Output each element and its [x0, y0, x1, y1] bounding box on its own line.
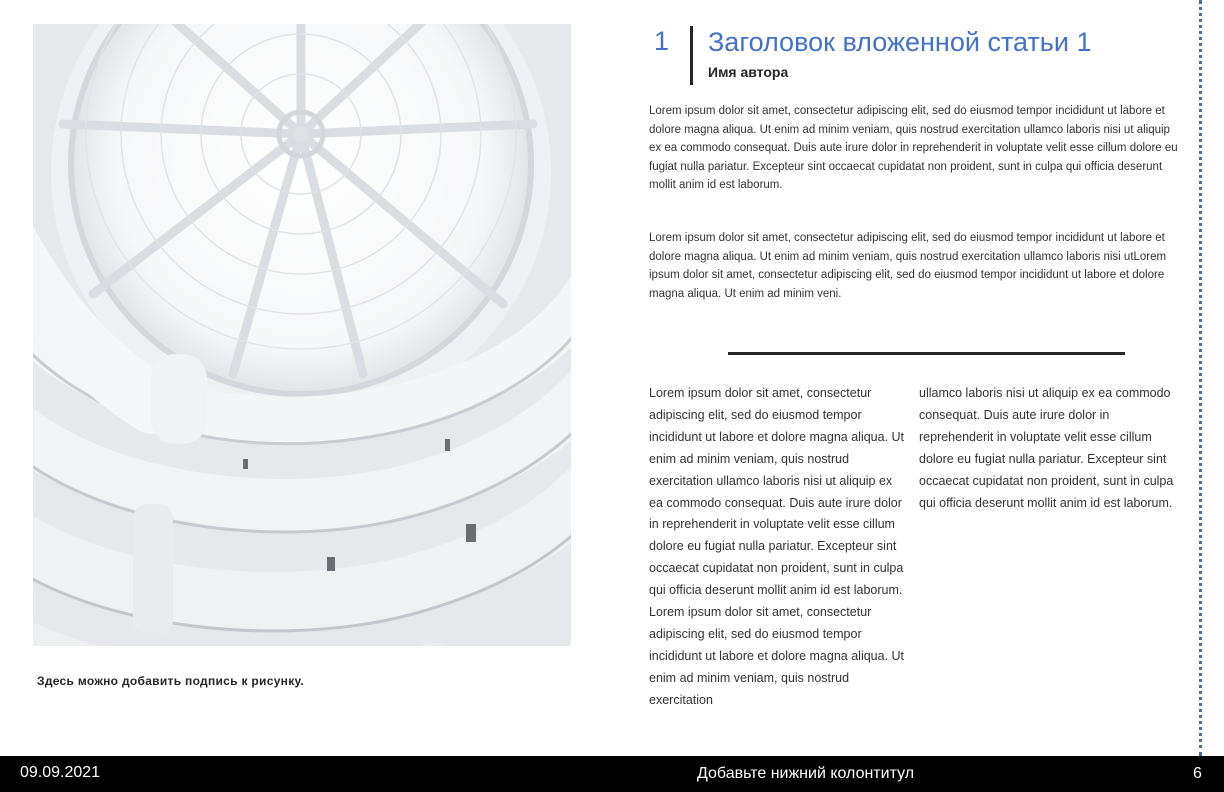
rotunda-illustration: [33, 24, 571, 646]
museum-rotunda-photo: [33, 24, 571, 646]
page-footer: [0, 756, 1224, 792]
text-column-right: ullamco laboris nisi ut aliquip ex ea commodo consequat. Duis aute irure dolor in reprehenderit in voluptate velit esse cillum dolore eu fugiat nulla pariatur. Excepteur sint occaecat cupidatat non proident, sunt in culpa qui officia deserunt mollit anim id est laborum.: [919, 386, 1174, 510]
page-number: 6: [1193, 765, 1202, 782]
author-name: Имя автора: [708, 64, 789, 80]
section-divider: [728, 352, 1125, 355]
article-paragraph: Lorem ipsum dolor sit amet, consectetur adipiscing elit, sed do eiusmod tempor incididunt ut labore et dolore magna aliqua. Ut enim ad minim veniam, quis nostrud exercitation ullamco laboris nisi utLorem ipsum dolor sit amet, consectetur adipiscing elit, sed do eiusmod tempor incididunt ut labore et dolore magna aliqua. Ut enim ad minim veni.: [649, 232, 1167, 300]
article-number: 1: [654, 26, 670, 56]
figure-caption: Здесь можно добавить подпись к рисунку.: [37, 674, 305, 688]
article-paragraph: Lorem ipsum dolor sit amet, consectetur adipiscing elit, sed do eiusmod tempor incididunt ut labore et dolore magna aliqua. Ut enim ad minim veniam, quis nostrud exercitation ullamco laboris nisi ut aliquip ex ea commodo consequat. Duis aute irure dolor in reprehenderit in voluptate velit esse cillum dolore eu fugiat nulla pariatur. Excepteur sint occaecat cupidatat non proident, sunt in culpa qui officia deserunt mollit anim id est laborum.: [649, 105, 1178, 192]
page-edge-dotted-line: [1199, 0, 1202, 756]
footer-date: 09.09.2021: [20, 764, 101, 781]
article-title: Заголовок вложенной статьи 1: [708, 27, 1092, 57]
text-column-left: Lorem ipsum dolor sit amet, consectetur adipiscing elit, sed do eiusmod tempor incididunt ut labore et dolore magna aliqua. Ut enim ad minim veniam, quis nostrud exercitation ullamco laboris nisi ut aliquip ex ea commodo consequat. Duis aute irure dolor in reprehenderit in voluptate velit esse cillum dolore eu fugiat nulla pariatur. Excepteur sint occaecat cupidatat non proident, sunt in culpa qui officia deserunt mollit anim id est laborum. Lorem ipsum dolor sit amet, consectetur adipiscing elit, sed do eiusmod tempor incididunt ut labore et dolore magna aliqua. Ut enim ad minim veniam, quis nostrud exercitation: [649, 386, 905, 707]
footer-text: Добавьте нижний колонтитул: [697, 765, 915, 782]
title-divider: [690, 26, 693, 85]
